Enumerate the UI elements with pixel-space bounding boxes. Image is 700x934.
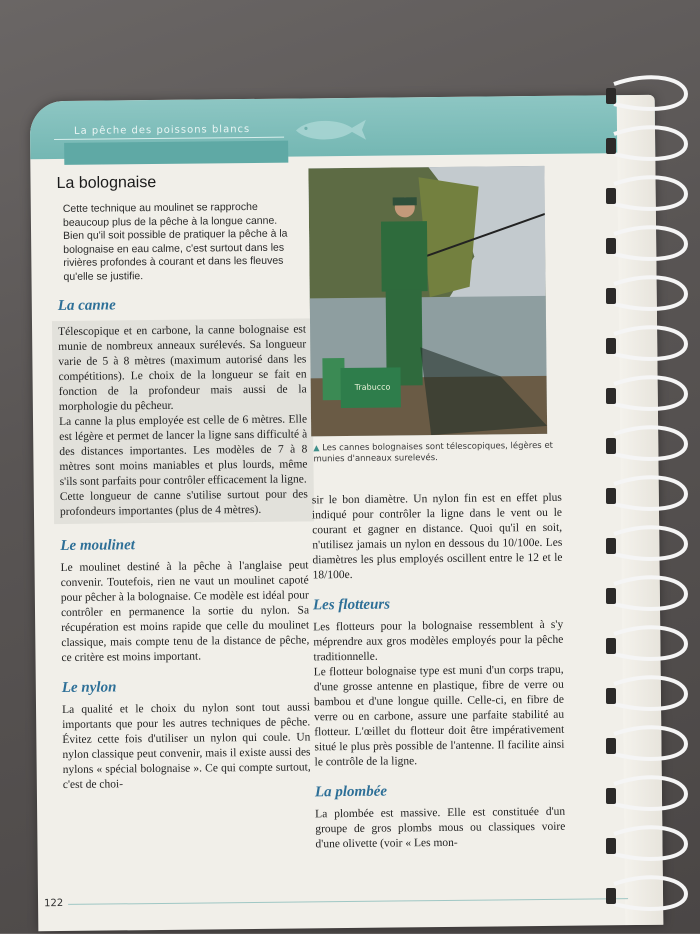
angler-photo xyxy=(308,166,547,436)
running-title: La pêche des poissons blancs xyxy=(73,123,251,137)
photo-caption xyxy=(311,440,561,466)
moulinet-paragraph: Le moulinet destiné à la pêche à l'anglaise peut convenir. Toutefois, rien ne vaut un moulinet capoté pour pêcher à la bolognaise. Ce modèle est idéal pour contrôler en permanence la sortie du nylon. Sa récupération est moins rapide que celle du moulinet classique, mais compte tenu de la distance de pêche, ce critère est moins important. xyxy=(60,559,310,664)
page-number: 122 xyxy=(44,897,64,910)
section-title: La bolognaise xyxy=(56,173,157,193)
canne-paragraph-2: La canne la plus employée est celle de 6 mètres. Elle est légère et permet de lancer la ligne sans difficulté à des distances importantes. Les modèles de 7 à 8 mètres sont moins maniables et plus lourds, même s'ils sont parfaits pour contrôler efficacement la ligne. xyxy=(58,413,308,489)
canne-paragraph-1: Télescopique et en carbone, la canne bolognaise est munie de nombreux anneaux surélevés. Sa longueur varie de 5 à 8 mètres (maximum autorisé dans les compétitions). Le choix de la longueur se fait en fonction de la profondeur mais aussi de la morphologie du pêcheur. xyxy=(58,323,307,414)
intro-paragraph: Cette technique au moulinet se rapproche beaucoup plus de la pêche à la longue canne. Bien qu'il soit possible de pratiquer la pêche à la bolognaise en eau calme, c'est surtout dans les rivières profondes à courant et dans les fleuves qu'elle se justifie. xyxy=(62,200,288,283)
nylon-continued-paragraph: sir le bon diamètre. Un nylon fin est en effet plus indiqué pour contrôler la ligne dans le vent ou le courant et gagner en distance. Quoi qu'il en soit, n'utilisez jamais un nylon en dessous du 10/100e. Les diamètres les plus employés oscillent entre le 12 et le 18/100e. xyxy=(311,491,563,582)
footer-rule xyxy=(68,898,628,905)
canne-block xyxy=(52,318,314,524)
bucket-label: Trabucco xyxy=(354,382,391,392)
right-column xyxy=(308,166,565,853)
book-page xyxy=(30,95,664,931)
flotteurs-paragraph-1: Les flotteurs pour la bolognaise ressemblent à s'y méprendre aux gros modèles employés pour la pêche traditionnelle. xyxy=(313,618,564,664)
canne-paragraph-3: Cette longueur de canne s'utilise surtout pour des profondeurs importantes (plus de 4 mètres). xyxy=(59,488,308,519)
spiral-binding xyxy=(594,74,694,934)
left-column xyxy=(56,172,310,793)
flotteurs-paragraph-2: Le flotteur bolognaise type est muni d'un corps trapu, d'une grosse antenne en plastique, fibre de verre ou bambou et d'une longue quille. Celle-ci, en fibre de verre ou en carbone, assure une parfaite stabilité au flotteur. L'œillet du flotteur doit être impérativement situé le plus près possible de l'antenne. Il facilite ainsi le contrôle de la ligne. xyxy=(313,663,565,769)
caption-text: Les cannes bolognaises sont télescopiques, légères et munies d'anneaux surelevés. xyxy=(313,440,554,465)
heading-les-flotteurs: Les flotteurs xyxy=(312,596,391,614)
triangle-bullet-icon: ▲ xyxy=(313,443,320,453)
nylon-paragraph: La qualité et le choix du nylon sont tout aussi importants que pour les autres techniques de pêche. Évitez cette fois d'utiliser un nylon qui coule. Un nylon classique peut convenir, mais il existe aussi des nylons « spécial bolognaise ». Ce qui compte surtout, c'est de choi- xyxy=(61,701,311,791)
heading-le-moulinet: Le moulinet xyxy=(60,537,136,554)
heading-la-canne: La canne xyxy=(57,297,116,315)
heading-le-nylon: Le nylon xyxy=(61,679,117,696)
plombee-paragraph: La plombée est massive. Elle est constituée d'un groupe de gros plombs mous ou classiques voire d'une olivette (voir « Les mon- xyxy=(315,805,566,851)
heading-la-plombee: La plombée xyxy=(314,783,388,801)
photo-illustration xyxy=(308,166,547,436)
